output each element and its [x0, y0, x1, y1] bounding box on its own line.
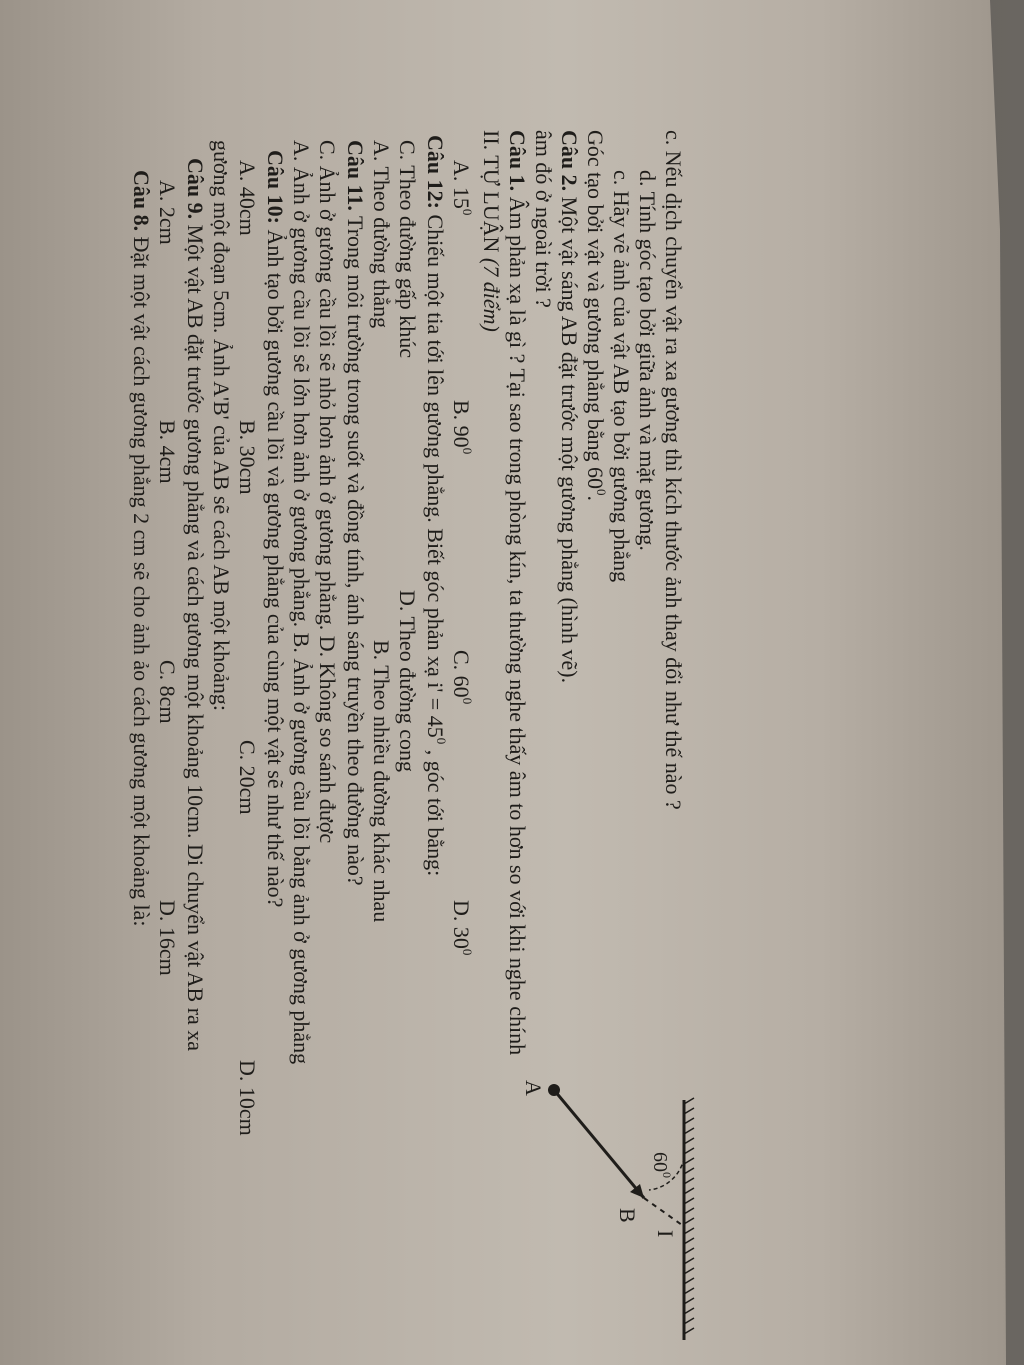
essay-2-part-c: c. Hãy vẽ ảnh của vật AB tạo bởi gương phẳng — [609, 170, 634, 583]
label-b: B — [615, 1208, 640, 1223]
question-label: Câu 10: — [263, 150, 288, 224]
question-text: Đặt một vật cách gương phẳng 2 cm sẽ cho ảnh ảo cách gương một khoảng là: — [129, 236, 154, 927]
essay-1-line-2: âm đó ở ngoài trời ? — [531, 130, 556, 308]
question-11 — [342, 140, 368, 886]
option-d: D. $30^0$ — [449, 900, 475, 956]
option-c: C. $60^0$ — [449, 650, 475, 705]
question-label: Câu 1. — [505, 130, 530, 192]
question-label: Câu 9. — [183, 158, 208, 220]
question-label: Câu 2. — [557, 130, 582, 192]
option-a: A. 2cm — [155, 180, 180, 245]
essay-2-angle: Góc tạo bởi vật và gương phẳng bằng $60^0$. — [583, 130, 609, 502]
option-c: C. 8cm — [155, 660, 180, 724]
question-10-line-2: A. Ảnh ở gương cầu lồi sẽ lớn hơn ảnh ở gương phẳng. B. Ảnh ở gương cầu lồi bằng ảnh ở gương phẳng — [289, 140, 314, 1065]
question-text: Âm phản xạ là gì ? Tại sao trong phòng kín, ta thường nghe thấy âm to hơn so với khi nghe chính — [505, 196, 530, 1056]
question-text: Ảnh tạo bởi gương cầu lồi và gương phẳng của cùng một vật sẽ như thế nào? — [263, 229, 288, 908]
option-d: D. 16cm — [155, 900, 180, 976]
question-text: Một vật AB đặt trước gương phẳng và cách gương một khoảng 10cm. Di chuyển vật AB ra xa — [183, 224, 208, 1052]
section-heading: II. TỰ LUẬN — [479, 130, 504, 253]
angle-label: $60^0$ — [649, 1152, 674, 1178]
option-d: D. Theo đường cong — [395, 590, 420, 773]
option-b: B. Theo nhiều đường khác nhau — [369, 640, 394, 923]
essay-2-part-e: c. Nếu dịch chuyển vật ra xa gương thì kích thước ảnh thay đổi như thế nào ? — [661, 130, 686, 810]
question-label: Câu 8. — [129, 170, 154, 232]
essay-2 — [556, 130, 582, 683]
option-a: A. 40cm — [235, 160, 260, 236]
arrow-head — [630, 1184, 644, 1198]
question-9 — [182, 158, 208, 1051]
option-b: B. $90^0$ — [449, 400, 475, 455]
option-b: B. 4cm — [155, 420, 180, 484]
option-a: A. Theo đường thẳng — [369, 140, 394, 329]
option-c: C. 20cm — [235, 740, 260, 815]
option-a: A. $15^0$ — [449, 160, 475, 216]
question-10 — [262, 150, 288, 907]
label-i: I — [653, 1230, 678, 1238]
option-d: D. 10cm — [235, 1060, 260, 1136]
essay-1 — [504, 130, 530, 1055]
mirror-figure — [521, 1080, 744, 1350]
option-b: B. 30cm — [235, 420, 260, 495]
label-a: A — [521, 1080, 546, 1096]
essay-2-part-d: d. Tính góc tạo bởi giữa ảnh và mặt gương. — [635, 170, 660, 551]
question-text: Trong môi trường trong suốt và đồng tính, ánh sáng truyền theo đường nào? — [343, 216, 368, 886]
question-label: Câu 11. — [343, 140, 368, 211]
question-12 — [422, 135, 448, 876]
question-10-line-3: C. Ảnh ở gương cầu lồi sẽ nhỏ hơn ảnh ở gương phẳng. D. Không so sánh được — [315, 140, 340, 844]
question-8 — [128, 170, 154, 926]
question-text-end: , góc tới bằng: — [423, 744, 448, 877]
option-c: C. Theo đường gấp khúc — [395, 140, 420, 359]
section-title — [478, 130, 504, 332]
section-points: (7 điểm) — [479, 257, 504, 332]
question-text: Chiếu một tia tới lên gương phẳng. Biết góc phản xạ i' = 45 — [423, 214, 448, 738]
point-a — [548, 1084, 560, 1096]
question-9-line-2: gương một đoạn 5cm. Ảnh A'B' của AB sẽ cách AB một khoảng: — [209, 140, 234, 712]
question-label: Câu 12: — [423, 135, 448, 209]
extension-line — [644, 1198, 682, 1225]
object-ab — [554, 1090, 644, 1198]
degree-superscript: 0 — [434, 737, 449, 745]
question-text: Một vật sáng AB đặt trước một gương phẳng (hình vẽ). — [557, 196, 582, 684]
